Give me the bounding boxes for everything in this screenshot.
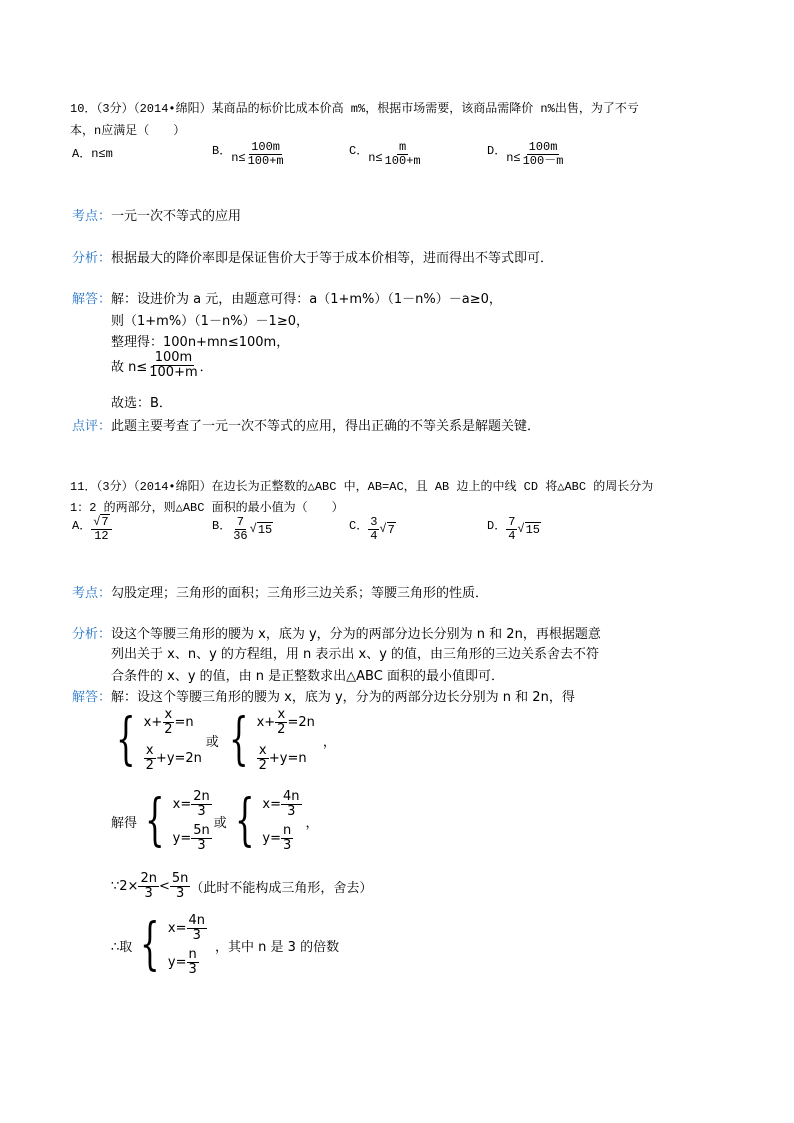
q10-option-d-label: D． [487,144,507,158]
q11-sol1-x-den: 3 [197,803,206,819]
q11-because-suffix: （此时不能构成三角形，舍去） [190,880,373,896]
q11-fenxi-line2: 列出关于 x、n、y 的方程组，用 n 表示出 x、y 的值，由三角形的三边关系舍去不符 [111,647,600,662]
q10-dianping-label: 点评： [72,419,112,434]
q10-option-a [72,144,113,161]
left-brace-icon: { [145,788,165,854]
q10-jieda-line2: 则（1+m%）（1－n%）－1≥0， [111,314,309,329]
q10-option-b-den: 100+m [247,153,284,168]
q11-option-b-label: B． [212,519,232,533]
q11-stem-line1: 11．（3分）（2014•绵阳）在边长为正整数的△ABC 中，AB=AC，且 AB 边上的中线 CD 将△ABC 的周长分为 [70,480,654,494]
q11-option-b-sqrt-icon: √ [249,522,257,537]
q10-option-c [349,141,423,167]
q11-system-row [108,708,336,773]
q11-because-lt: < [158,878,170,894]
q10-jieda-line4-suffix: ． [199,359,213,375]
q11-fenxi-line1-text: 设这个等腰三角形的腰为 x，底为 y，分为的两部分边长分别为 n 和 2n，再根据题意 [111,627,601,642]
q11-sys1-r2-num: x [145,743,154,759]
q11-option-a-fraction [91,516,111,542]
q11-sys2-r1a: x+ [256,714,276,730]
q11-kaodian-label: 考点： [72,586,112,601]
q11-therefore-row [111,914,339,977]
q11-option-b-rad: 15 [257,522,273,537]
q11-option-a-rad: 7 [101,515,109,529]
q11-sys2-r1b: =2n [287,714,315,730]
q10-option-d [487,141,565,167]
q10-jieda-line4-den: 100+m [149,364,198,380]
q11-option-a-sqrt-icon: √ [93,515,101,529]
q11-option-b-den: 36 [233,528,248,543]
q11-system2-eq2 [257,744,315,772]
q11-because-row [111,872,372,900]
q11-sys1-r1a: x+ [143,714,163,730]
q10-jieda-line5: 故选：B． [111,396,172,411]
q11-option-d-sqrt-icon: √ [517,522,525,537]
q10-dianping [72,415,540,434]
q11-sys2-r2-num: x [258,743,267,759]
q11-comma2: ， [305,815,319,831]
q11-sol1-x-pre: x= [172,796,192,812]
q10-fenxi-label: 分析： [72,251,112,266]
q10-jieda-line4-num: 100m [154,350,193,365]
q10-option-c-label: C． [349,144,369,158]
q10-option-c-prefix: n≤ [368,151,383,166]
left-brace-icon: { [140,912,160,978]
q10-option-c-den: 100+m [384,153,421,168]
q11-sys2-r1-num: x [277,707,286,722]
q11-system1-eq1 [144,708,202,736]
q10-option-a-text: n≤m [91,147,113,161]
q10-jieda-line1 [72,288,502,307]
q11-option-c-den: 4 [370,528,378,543]
q11-option-d [487,516,541,542]
left-brace-icon: { [116,707,136,773]
q10-option-c-fraction [383,141,423,167]
q10-option-b-fraction [246,141,286,167]
q11-option-a-den: 12 [94,528,109,543]
q10-jieda-line1-text: 解：设进价为 a 元，由题意可得：a（1+m%）（1－n%）－a≥0， [111,292,502,307]
q11-option-c-rad: 7 [387,522,395,537]
left-brace-icon: { [234,788,255,854]
q11-sol2-x-pre: x= [262,796,282,812]
q11-option-c [349,516,396,542]
q10-jieda-line3: 整理得：100n+mn≤100m， [111,335,290,350]
q11-jiede: 解得 [111,815,138,831]
q11-stem-line2: 1：2 的两部分，则△ABC 面积的最小值为（ ） [70,501,344,515]
q11-option-a-num [91,516,111,530]
q11-kaodian-text: 勾股定理；三角形的面积；三角形三边关系；等腰三角形的性质． [111,586,489,601]
q11-sol3-y-num: n [188,947,197,963]
q11-sys2-r2-den: 2 [258,757,267,773]
q11-sol3-x-pre: x= [167,920,187,936]
q11-therefore-suffix: ，其中 n 是 3 的倍数 [215,939,340,955]
q11-option-c-num: 3 [370,515,378,529]
q10-option-d-den: 100－m [522,153,564,168]
q11-sol1-y-num: 5n [193,823,210,839]
q10-kaodian-label: 考点： [72,209,112,224]
q11-fenxi-label: 分析： [72,627,112,642]
q11-option-a [72,516,112,542]
q11-option-c-sqrt-icon: √ [379,522,387,537]
q11-because-den1: 3 [144,885,153,901]
q10-jieda-line4-fraction [147,351,199,379]
left-brace-icon: { [228,707,249,773]
q11-option-b-fraction [231,516,249,542]
q11-sys1-r2b: +y=2n [155,750,202,766]
q11-jieda-line1 [72,686,575,705]
q11-sol2-y-num: n [283,823,292,839]
q11-option-d-fraction [506,516,517,542]
q10-fenxi-text: 根据最大的降价率即是保证售价大于等于成本价相等，进而得出不等式即可． [111,251,554,266]
q11-sol1-y-den: 3 [197,837,206,853]
q11-because-frac2 [170,872,191,900]
q10-dianping-text: 此题主要考查了一元一次不等式的应用，得出正确的不等关系是解题关键． [111,419,541,434]
q11-solution3 [168,914,207,977]
q11-option-d-rad: 15 [525,522,541,537]
q10-kaodian-text: 一元一次不等式的应用 [111,209,242,224]
q11-solution1 [173,790,212,853]
q10-fenxi [72,247,553,266]
q10-option-d-fraction [521,141,566,167]
q11-option-d-den: 4 [508,528,516,543]
q11-sys2-r1-den: 2 [277,721,286,737]
q11-or1: 或 [205,734,219,750]
q11-option-d-label: D． [487,519,507,533]
q11-option-b [212,516,273,542]
q11-fenxi-line3: 合条件的 x、y 的值，由 n 是正整数求出△ABC 面积的最小值即可． [111,669,504,684]
q11-comma1: ， [322,734,336,750]
q10-option-b [212,141,286,167]
q10-option-d-num: 100m [528,140,558,154]
q11-system1-eq2 [144,744,202,772]
q11-sol3-x-den: 3 [192,927,201,943]
q10-stem-line2: 本，n应满足（ ） [70,124,186,138]
q11-sol2-x-num: 4n [283,789,300,804]
q11-because-frac1 [138,872,159,900]
q11-or2: 或 [213,815,227,831]
q11-option-a-label: A． [72,519,92,533]
q11-option-d-num: 7 [508,515,516,529]
q11-sol2-x-den: 3 [287,803,296,819]
q10-option-d-prefix: n≤ [506,151,521,166]
q11-sol3-x-num: 4n [188,913,206,928]
q11-sol2-y-den: 3 [283,837,292,853]
q11-sol1-y-pre: y= [172,830,192,846]
q11-because-den2: 3 [175,885,185,901]
q11-option-b-num: 7 [236,515,244,529]
q11-because-prefix: ∵2× [111,878,139,894]
q10-option-c-num: m [399,140,407,154]
q11-therefore: ∴取 [111,939,133,955]
q11-sys1-r1-den: 2 [164,721,173,737]
q11-jieda-line1-text: 解：设这个等腰三角形的腰为 x，底为 y，分为的两部分边长分别为 n 和 2n，得 [111,690,575,705]
q11-system1 [144,708,202,773]
q11-kaodian [72,582,488,601]
q10-stem-line1: 10．（3分）（2014•绵阳）某商品的标价比成本价高 m%，根据市场需要，该商品需降价 n%出售，为了不亏 [70,102,639,116]
q10-jieda-line4 [111,351,213,379]
q11-sys2-r2b: +y=n [268,750,307,766]
q11-sol1-x-num: 2n [193,789,210,804]
q11-sol3-y-den: 3 [188,961,197,977]
q11-solution2 [262,790,301,853]
q11-fenxi-line1 [72,623,601,642]
q11-because-num1: 2n [140,871,157,886]
q11-sol2-y-pre: y= [262,830,282,846]
q11-because-num2: 5n [171,871,189,886]
q11-solution-row [111,790,319,853]
q11-system2-eq1 [257,708,315,736]
q10-option-b-label: B． [212,144,232,158]
q11-sol3-y-pre: y= [167,954,187,970]
q10-option-b-prefix: n≤ [231,151,246,166]
q10-jieda-line4-prefix: 故 n≤ [111,359,148,375]
q11-option-c-fraction [368,516,379,542]
q11-sys1-r2-den: 2 [145,757,154,773]
q11-system2 [257,708,315,773]
q11-jieda-label: 解答： [72,690,112,705]
q10-option-b-num: 100m [251,140,281,154]
q10-option-a-label: A． [72,147,92,161]
q11-sys1-r1-num: x [164,707,173,722]
q11-option-c-label: C． [349,519,369,533]
q11-sys1-r1b: =n [174,714,194,730]
q10-kaodian [72,205,241,224]
q10-jieda-label: 解答： [72,292,112,307]
